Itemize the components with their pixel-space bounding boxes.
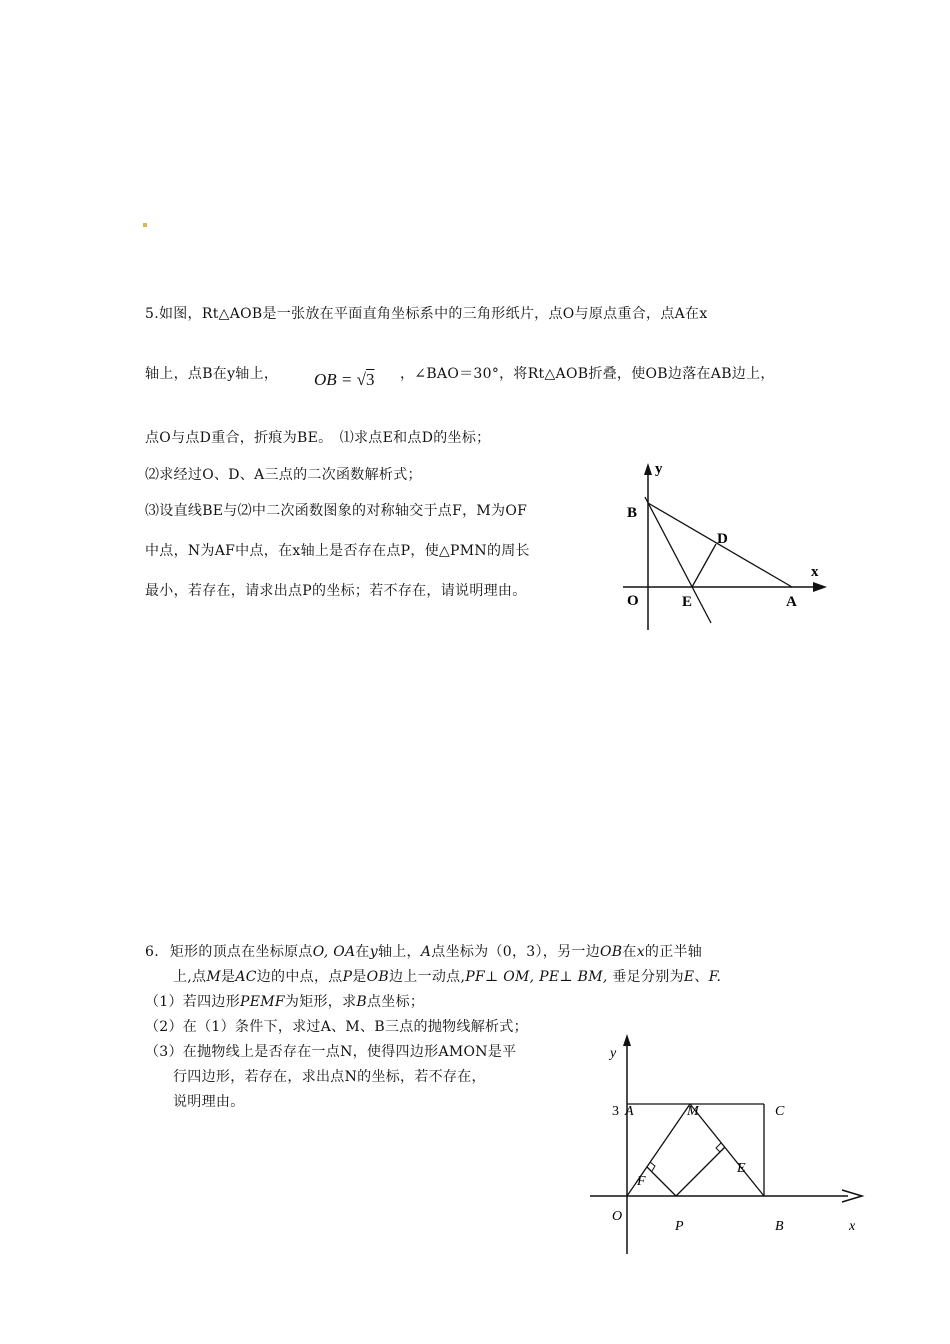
q5-label-x: x	[811, 564, 819, 580]
q5-label-D: D	[717, 531, 728, 547]
q5-ob-equation	[314, 370, 374, 390]
q6-label-3: 3	[612, 1104, 619, 1119]
q6-l1-text-c: 轴上，	[377, 944, 421, 960]
q6-p1-text-b: 为矩形，求	[284, 994, 357, 1010]
q6-l1-y: y	[369, 944, 378, 960]
q5-label-E: E	[682, 594, 693, 610]
q6-l2-text-b: 是	[221, 969, 236, 985]
q6-segment-PE	[676, 1147, 725, 1196]
q6-l2-text-g: 、	[694, 969, 709, 985]
q6-line1	[145, 941, 702, 961]
q5-line2a: 轴上，点B在y轴上，	[145, 366, 279, 382]
q6-label-M: M	[687, 1104, 699, 1119]
q5-line2b: ，∠BAO＝30°，将Rt△AOB折叠，使OB边落在AB边上，	[400, 366, 775, 382]
q6-l2-M: M	[206, 969, 221, 985]
q5-label-O: O	[627, 593, 639, 609]
q6-label-C: C	[775, 1104, 785, 1119]
q6-y-arrow	[623, 1034, 631, 1046]
q6-l2-BM: BM,	[577, 969, 608, 985]
q6-l1-O: O,	[312, 944, 329, 960]
q5-line1: 5.如图，Rt△AOB是一张放在平面直角坐标系中的三角形纸片，点O与原点重合，点A在x	[145, 306, 708, 322]
q6-label-F: F	[637, 1174, 646, 1189]
q6-l2-text-a: 上,点	[173, 969, 207, 985]
q6-l2-perp1: ⊥	[484, 969, 499, 985]
q5-x-arrow	[813, 582, 827, 592]
q6-figure	[580, 1030, 880, 1260]
q5-ob-value: 3	[365, 370, 375, 389]
q6-l2-text-c: 边的中点，点	[256, 969, 343, 985]
q6-l1-text-d: 点坐标为（0，3），另一边	[431, 944, 600, 960]
q5-label-y: y	[655, 461, 663, 477]
q6-label-O: O	[612, 1209, 623, 1224]
q6-label-y: y	[610, 1046, 617, 1061]
q6-l1-OA: OA	[333, 944, 356, 960]
q6-l2-perp2: ⊥	[559, 969, 573, 985]
q6-l1-text-e: 在	[622, 944, 637, 960]
q6-line2	[173, 966, 721, 986]
q5-line6: 中点，N为AF中点，在x轴上是否存在点P，使△PMN的周长	[145, 543, 530, 559]
q6-right-angle-E	[716, 1143, 721, 1152]
q5-figure	[615, 455, 840, 635]
q6-l2-OB: OB	[366, 969, 389, 985]
decorative-dot	[143, 223, 147, 227]
q6-label-P: P	[675, 1219, 684, 1234]
q5-crease-line	[645, 497, 711, 623]
q6-l2-P: P	[342, 969, 353, 985]
q6-part3-c: 说明理由。	[173, 1094, 245, 1110]
q5-y-arrow	[644, 463, 652, 475]
q6-part3-b: 行四边形，若存在，求出点N的坐标，若不存在，	[173, 1069, 486, 1085]
q6-l2-F: F.	[708, 969, 722, 985]
q6-l2-AC: AC	[235, 969, 257, 985]
q5-line4: ⑵求经过O、D、A三点的二次函数解析式；	[145, 467, 422, 483]
q6-segment-MB	[690, 1104, 764, 1196]
q6-right-angle-F	[650, 1162, 655, 1171]
q5-label-B: B	[627, 505, 638, 521]
q6-l2-text-e: 边上一动点,	[388, 969, 466, 985]
q6-number: 6.	[145, 944, 159, 960]
q6-p1-PEMF: PEMF	[240, 994, 285, 1010]
q6-label-B: B	[775, 1219, 784, 1234]
q6-p1-text-c: 点坐标；	[367, 994, 425, 1010]
q6-l2-E: E	[683, 969, 695, 985]
q5-line3: 点O与点D重合，折痕为BE。 ⑴求点E和点D的坐标；	[145, 430, 491, 446]
q6-l2-text-f: 垂足分别为	[612, 969, 684, 985]
q5-label-A: A	[786, 594, 797, 610]
q6-l1-OB: OB	[600, 944, 623, 960]
q6-l2-text-d: 是	[352, 969, 367, 985]
q6-part1	[145, 991, 424, 1011]
q6-l1-x: x	[636, 944, 645, 960]
q6-part2: （2）在（1）条件下，求过A、M、B三点的抛物线解析式；	[145, 1019, 528, 1035]
q6-l1-text-b: 在	[355, 944, 370, 960]
q5-segment-ED	[692, 544, 716, 587]
q6-l1-text-f: 的正半轴	[644, 944, 703, 960]
q6-l2-PF: PF	[465, 969, 485, 985]
q6-label-A: A	[625, 1104, 634, 1119]
q6-l1-A: A	[420, 944, 432, 960]
q6-label-x: x	[849, 1219, 856, 1234]
q6-l2-PE: PE	[539, 969, 560, 985]
q6-label-E: E	[737, 1161, 746, 1176]
q5-line5: ⑶设直线BE与⑵中二次函数图象的对称轴交于点F，M为OF	[145, 503, 528, 519]
q6-part3-a: （3）在抛物线上是否存在一点N，使得四边形AMON是平	[145, 1044, 517, 1060]
q6-p1-text-a: （1）若四边形	[145, 994, 241, 1010]
q5-line7: 最小，若存在，请求出点P的坐标；若不存在，请说明理由。	[145, 583, 527, 599]
q6-p1-B: B	[356, 994, 367, 1010]
q6-l1-text-a: 矩形的顶点在坐标原点	[169, 944, 313, 960]
q6-segment-FP	[647, 1167, 676, 1196]
q5-ob-eq-text: OB =	[314, 370, 353, 389]
q5-sqrt-sign: √	[356, 370, 366, 389]
q6-l2-OM: OM,	[503, 969, 535, 985]
